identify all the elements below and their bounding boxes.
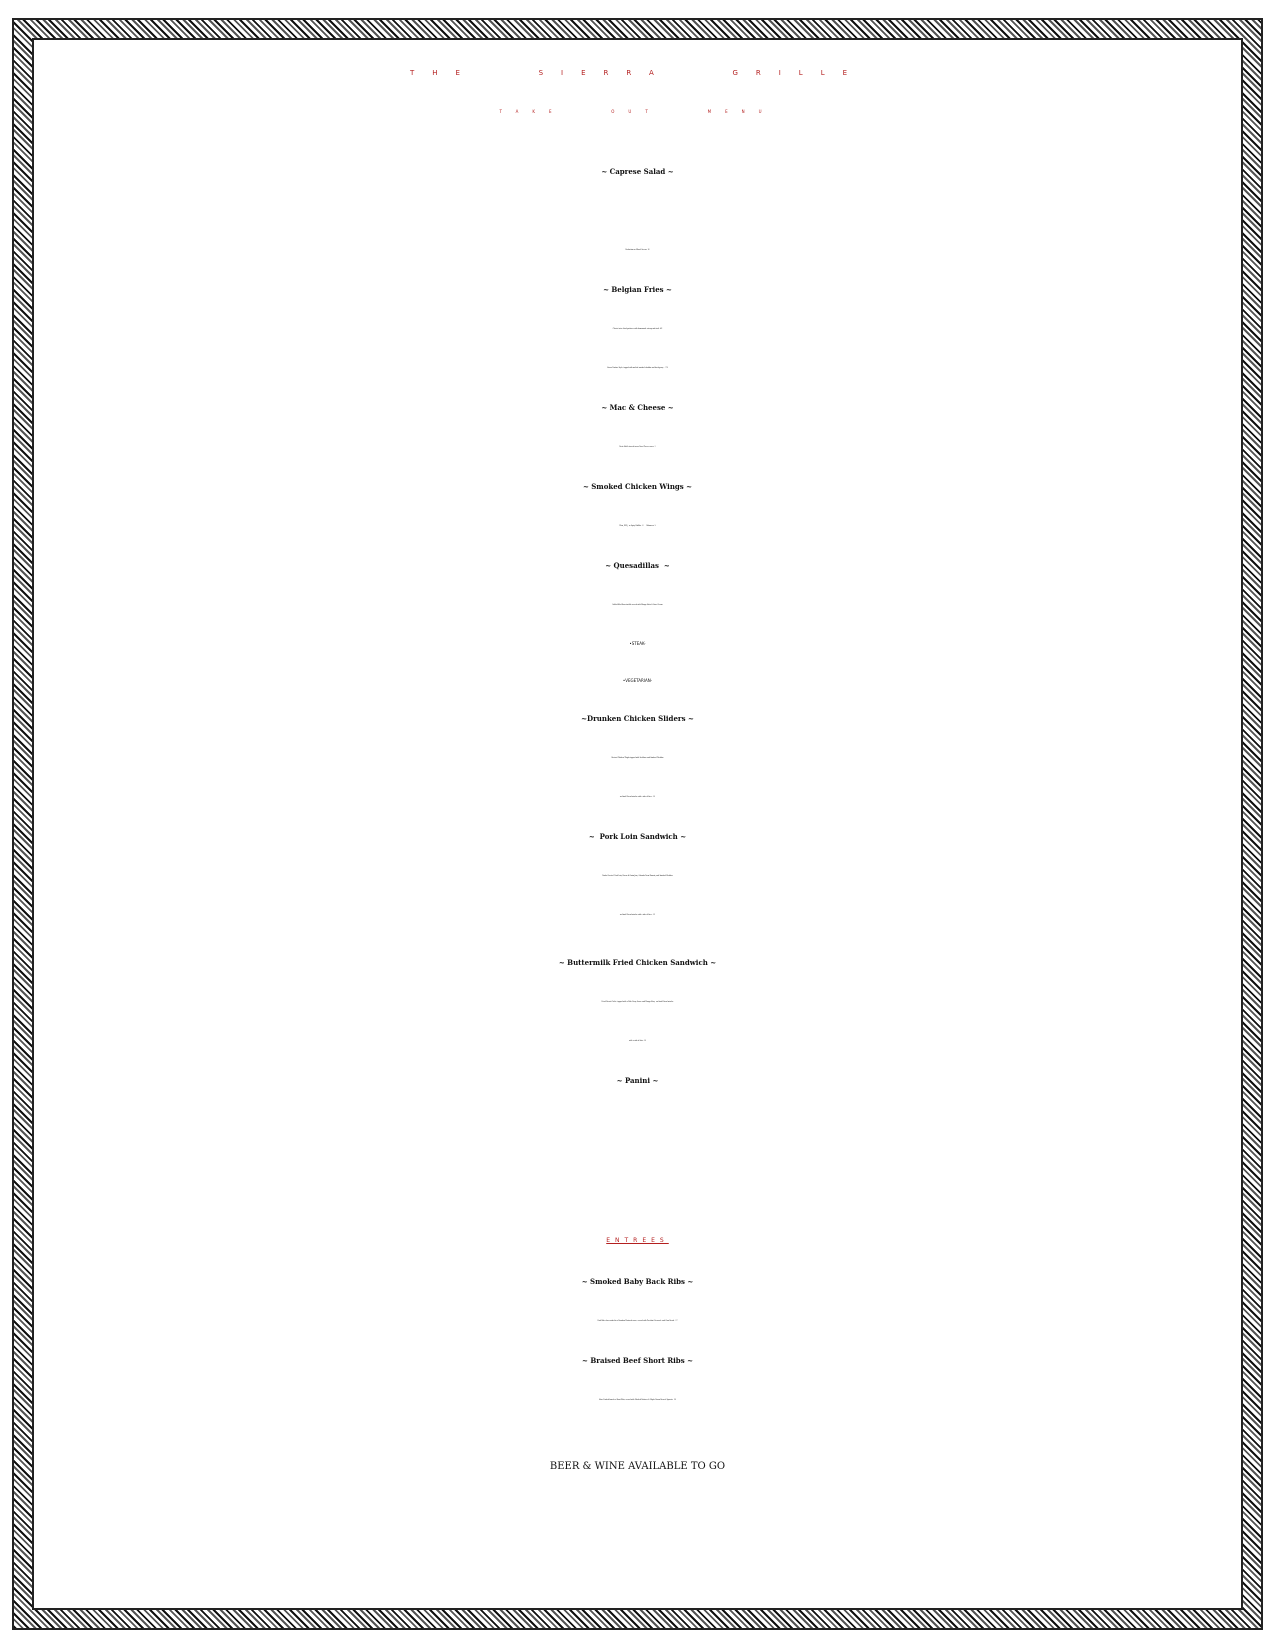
menu-subtitle: TAKE OUT MENU xyxy=(499,109,776,114)
caprese-salad-title: ~ Caprese Salad ~ xyxy=(601,167,674,176)
chicken-wings-desc: Plain, BBQ, or Spicy Buffalo. 8 Habanero 9 xyxy=(619,526,656,527)
buttermilk-chicken-title: ~ Buttermilk Fried Chicken Sandwich ~ xyxy=(558,958,717,967)
steak-label: •STEAK- xyxy=(629,641,646,646)
quesadilla-vegetarian-option xyxy=(40,662,1235,699)
quesadillas-desc: Grilled filled flour tortilla served with Mango Salsa & Sour Cream. xyxy=(612,605,663,606)
buttermilk-chicken-desc-2: with a side of fries. 14 xyxy=(629,1041,646,1042)
baby-back-ribs-title: ~ Smoked Baby Back Ribs ~ xyxy=(581,1277,694,1286)
quesadilla-steak-option xyxy=(40,625,1235,662)
chicken-sliders-desc-1: Braised Chicken Thighs topped with Scallions and Smoked Cheddar xyxy=(611,758,664,759)
panini-fries-note xyxy=(40,1170,1235,1200)
chicken-sliders-desc-2: on Small Oven brioche with a side of fries . 10 xyxy=(619,797,656,798)
mac-cheese-desc: Pasta Shells tossed in our Four Cheese sauce. 5 xyxy=(619,447,656,448)
baby-back-ribs-desc: Pork Ribs slow cooked in a Bourbon Mustard sauce; served with Zucchini Casserole and Corn Bread. 17 xyxy=(597,1321,678,1322)
panini-title: ~ Panini ~ xyxy=(616,1076,659,1085)
mac-cheese-title: ~ Mac & Cheese ~ xyxy=(601,403,674,412)
short-ribs-title: ~ Braised Beef Short Ribs ~ xyxy=(582,1356,693,1365)
vegetarian-label: •VEGETARIAN- xyxy=(622,678,653,683)
belgian-fries-desc-2: Sierra Poutine Style; topped with melted smoked cheddar and duck gravy . 7/9 xyxy=(607,368,668,369)
caprese-salad-desc-1 xyxy=(40,192,1235,231)
belgian-fries-title: ~ Belgian Fries ~ xyxy=(603,285,672,294)
chicken-wings-title: ~ Smoked Chicken Wings ~ xyxy=(582,482,693,491)
entrees-heading: ENTREES xyxy=(606,1237,669,1244)
quesadillas-title: ~ Quesadillas ~ xyxy=(605,561,670,570)
pork-loin-desc-2: on Small Oven brioche with a side of fries . 12 xyxy=(619,915,656,916)
short-ribs-desc: Slow Cooked boneless Short Ribs; served with Mashed Potatoes & Maple Bacon Brussel Sprouts. 26 xyxy=(599,1400,676,1401)
panini-options xyxy=(40,1101,1235,1140)
pork-loin-title: ~ Pork Loin Sandwich ~ xyxy=(588,832,687,841)
menu-content xyxy=(40,40,1235,1490)
buttermilk-chicken-desc-1: Fried Breast Cutlet topped with a Rich Curry Sauce and Mango Slaw, on Small Oven brioche xyxy=(601,1002,674,1003)
caprese-salad-desc-2: Reduction on Mixed Greens. 10 xyxy=(625,250,650,251)
belgian-fries-desc-1: Classic twice fried potatoes with homemade catsup and aioli. 4/6 xyxy=(612,329,663,330)
chicken-sliders-title: ~Drunken Chicken Sliders ~ xyxy=(581,714,694,723)
panini-caprese-option xyxy=(40,1140,1235,1170)
restaurant-name: THE SIERRA GRILLE xyxy=(409,69,866,77)
beer-wine-notice: BEER & WINE AVAILABLE TO GO xyxy=(549,1461,726,1472)
pork-loin-desc-1: Panko Crusted Pork Loin, Bacon & Onion Jam, Golonka Farm Tomato, and Smoked Cheddar xyxy=(602,876,673,877)
